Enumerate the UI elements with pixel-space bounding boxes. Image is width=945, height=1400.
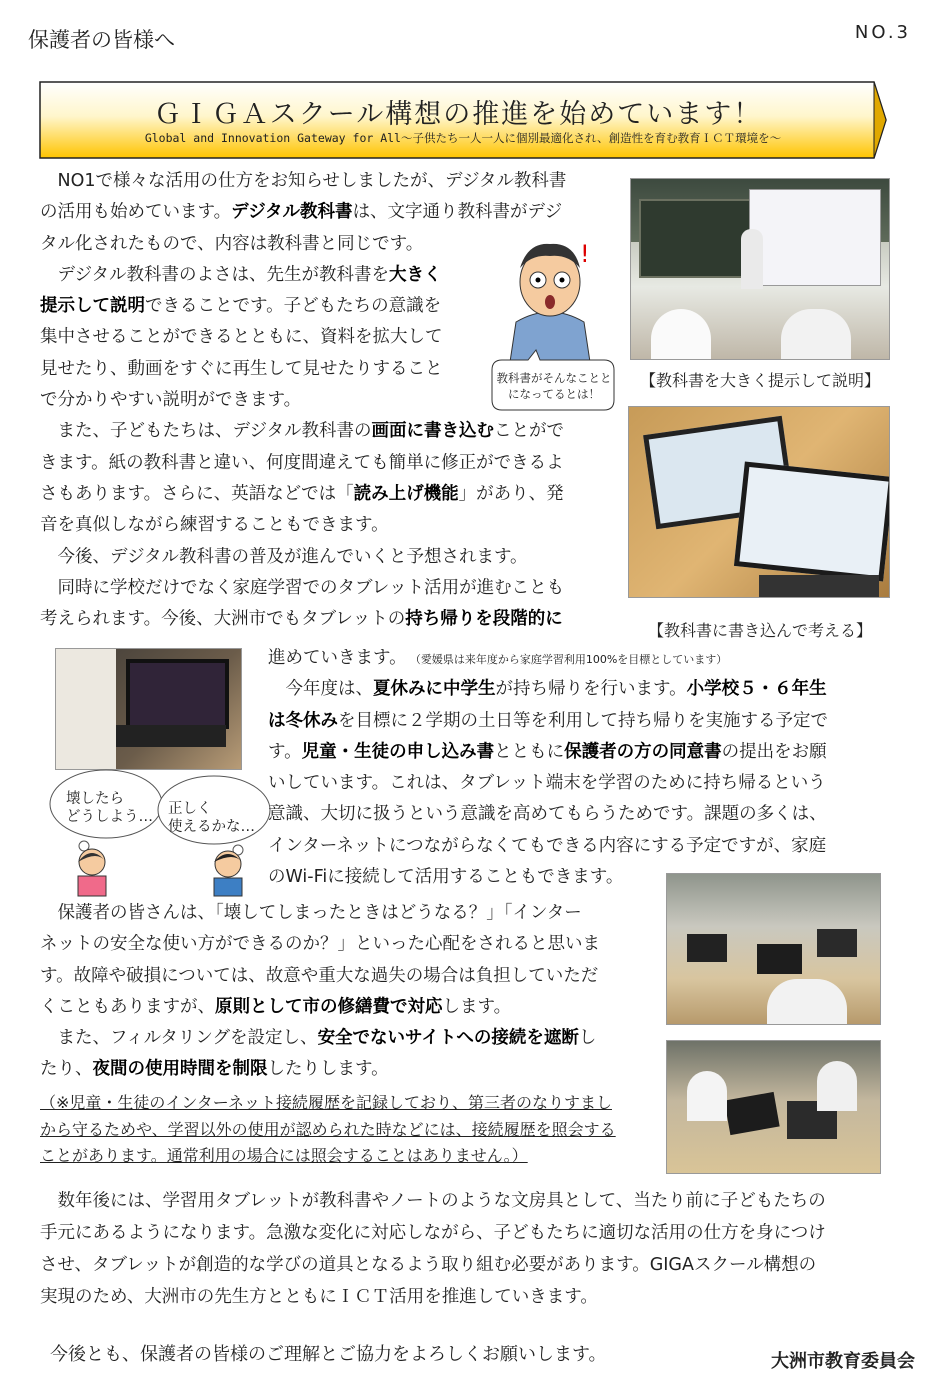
emphasis-text: 提示して説明 — [40, 296, 145, 317]
body-text: いしています。これは、タブレット端末を学習のために持ち帰るという — [268, 773, 826, 794]
body-text: を目標に２学期の土日等を利用して持ち帰りを実施する予定で — [338, 710, 828, 731]
body-text: で分かりやすい説明ができます。 — [40, 390, 302, 411]
text-line — [268, 674, 828, 705]
text-line — [40, 542, 566, 573]
thought-right — [168, 800, 255, 836]
body-text: また、子どもたちは、デジタル教科書の — [40, 421, 372, 442]
body-text: たり、 — [40, 1059, 93, 1080]
caption-writing: 【教科書に書き込んで考える】 — [648, 621, 873, 640]
body-text: 」があり、発 — [458, 483, 564, 504]
emphasis-text: 安全でないサイトへの接続を遮断 — [317, 1028, 579, 1049]
note-line: ことがあります。通常利用の場合には照会することはありません。） — [40, 1146, 528, 1166]
body-text: インターネットにつながらなくてもできる内容にする予定ですが、家庭 — [268, 835, 827, 856]
banner-title: ＧＩＧＡスクール構想の推進を始めています！ — [153, 99, 763, 130]
body-text: 意識、大切に扱うという意識を高めてもらうためです。課題の多くは、 — [268, 804, 827, 825]
emphasis-text: 保護者の方の同意書 — [564, 741, 722, 762]
classroom-tablets-photo-1 — [666, 873, 881, 1025]
text-line — [40, 448, 566, 479]
closing-text: 今後とも、保護者の皆様のご理解とご協力をよろしくお願いします。 — [50, 1344, 607, 1365]
caption-large-display: 【教科書を大きく提示して説明】 — [640, 371, 881, 390]
emphasis-text: 原則として市の修繕費で対応 — [215, 996, 443, 1017]
body-text: 集中させることができるとともに、資料を拡大して — [40, 327, 443, 348]
emphasis-text: 夜間の使用時間を制限 — [92, 1059, 268, 1080]
body-text: 見せたり、動画をすぐに再生して見せたりすること — [40, 358, 443, 379]
body-text: くこともありますが、 — [40, 996, 215, 1017]
emphasis-text: 児童・生徒の申し込み書 — [301, 741, 495, 762]
thought-right-line-2: 使えるかな… — [168, 819, 255, 835]
body-text: し — [578, 1028, 597, 1049]
body-text: の提出をお願 — [721, 741, 827, 762]
thought-left-line-2: どうしよう… — [66, 809, 153, 825]
body-text: タル化されたもので、内容は教科書と同じです。 — [40, 233, 424, 254]
future-line: 手元にあるようになります。急激な変化に対応しながら、子どもたちに適切な活用の仕方を身につけ — [40, 1223, 826, 1243]
thought-left — [66, 790, 153, 826]
text-line — [268, 799, 828, 830]
future-line: させ、タブレットが創造的な学びの道具となるよう取り組む必要があります。GIGAスクール構想の — [40, 1255, 817, 1275]
body-text: ネットの安全な使い方ができるのか？」といった心配をされると思いま — [40, 934, 600, 955]
thought-left-line-1: 壊したら — [66, 791, 124, 807]
body-text: のWi-Fiに接続して活用することもできます。 — [268, 867, 624, 888]
text-line — [40, 1023, 600, 1054]
text-line — [40, 898, 600, 929]
emphasis-text: 大きく — [388, 264, 442, 285]
text-line — [40, 573, 566, 604]
text-line — [40, 992, 600, 1023]
speech-bubble — [494, 370, 614, 402]
body-text: 考えられます。今後、大洲市でもタブレットの — [40, 609, 406, 630]
emphasis-text: 持ち帰りを段階的に — [405, 609, 563, 630]
body-text: 音を真似しながら練習することもできます。 — [40, 515, 389, 536]
body-text: NO1で様々な活用の仕方をお知らせしましたが、デジタル教科書 — [40, 171, 567, 191]
text-line — [40, 197, 566, 228]
emphasis-text: 画面に書き込む — [371, 421, 494, 442]
text-line — [40, 166, 566, 197]
body-text: します。 — [442, 996, 512, 1017]
issue-number: NO.3 — [854, 22, 911, 43]
bubble-line-1: 教科書がそんなことと — [496, 371, 612, 385]
body-text: す。 — [268, 741, 302, 762]
future-line: 数年後には、学習用タブレットが教科書やノートのような文房具として、当たり前に子どもたちの — [40, 1191, 826, 1211]
section-future — [40, 1185, 826, 1313]
body-text: 保護者の皆さんは、「壊してしまったときはどうなる？」「インター — [40, 903, 582, 923]
text-line — [268, 768, 828, 799]
body-text: きます。紙の教科書と違い、何度間違えても簡単に修正ができるよ — [40, 452, 564, 473]
body-text: は、文字通り教科書がデジ — [352, 202, 563, 223]
body-text: さもあります。さらに、英語などでは「 — [40, 483, 354, 504]
title-banner — [38, 80, 888, 160]
classroom-tablets-photo-2 — [666, 1040, 881, 1174]
text-line — [40, 929, 600, 960]
text-line — [40, 961, 600, 992]
body-text: 今年度は、 — [268, 679, 373, 700]
banner-subtitle: Global and Innovation Gateway for All～子供たち一人一人に個別最適化され、創造性を育む教育ＩＣＴ環境を～ — [144, 131, 782, 145]
body-text: とともに — [494, 741, 565, 762]
tablet-writing-photo — [628, 406, 890, 598]
student-tablet-photo — [55, 648, 242, 770]
body-text: できることです。子どもたちの意識を — [145, 296, 442, 317]
text-line — [40, 604, 566, 635]
note-line: から守るためや、学習以外の使用が認められた時などには、接続履歴を照会する — [40, 1119, 616, 1139]
emphasis-text: 小学校５・６年生 — [686, 679, 827, 700]
body-text: が持ち帰りを行います。 — [495, 679, 687, 700]
svg-text:!: ! — [580, 240, 590, 268]
body-text: す。故障や破損については、故意や重大な過失の場合は負担していただ — [40, 965, 599, 986]
section-take-home — [268, 643, 828, 893]
history-note — [40, 1090, 616, 1170]
body-text: 進めていきます。 — [268, 648, 416, 668]
text-line — [268, 737, 828, 768]
signature: 大洲市教育委員会 — [771, 1351, 915, 1372]
emphasis-text: デジタル教科書 — [231, 202, 353, 223]
note-line: （※児童・生徒のインターネット接続履歴を記録しており、第三者のなりすまし — [40, 1093, 612, 1112]
emphasis-text: 夏休みに中学生 — [373, 679, 496, 700]
body-text: したりします。 — [267, 1059, 389, 1080]
text-line — [40, 1054, 600, 1085]
emphasis-text: 読み上げ機能 — [353, 483, 459, 504]
future-line: 実現のため、大洲市の先生方とともにＩＣＴ活用を推進していきます。 — [40, 1287, 598, 1307]
body-text: 同時に学校だけでなく家庭学習でのタブレット活用が進むことも — [40, 577, 565, 598]
body-text: （愛媛県は来年度から家庭学習利用100%を目標としています） — [415, 653, 728, 666]
text-line — [268, 831, 828, 862]
text-line — [40, 416, 566, 447]
bubble-line-2: になってるとは！ — [508, 387, 600, 401]
classroom-photo-teacher — [630, 178, 890, 360]
body-text: の活用も始めています。 — [40, 202, 232, 223]
thought-right-line-1: 正しく — [168, 801, 212, 817]
text-line — [268, 706, 828, 737]
body-text: また、フィルタリングを設定し、 — [40, 1028, 318, 1049]
emphasis-text: は冬休み — [268, 710, 338, 731]
section-safety — [40, 898, 600, 1086]
text-line — [40, 510, 566, 541]
text-line — [40, 479, 566, 510]
body-text: 今後、デジタル教科書の普及が進んでいくと予想されます。 — [40, 546, 528, 567]
body-text: デジタル教科書のよさは、先生が教科書を — [40, 264, 389, 285]
body-text: ことがで — [493, 421, 564, 442]
header-recipient: 保護者の皆様へ — [28, 28, 175, 52]
text-line — [268, 643, 828, 674]
